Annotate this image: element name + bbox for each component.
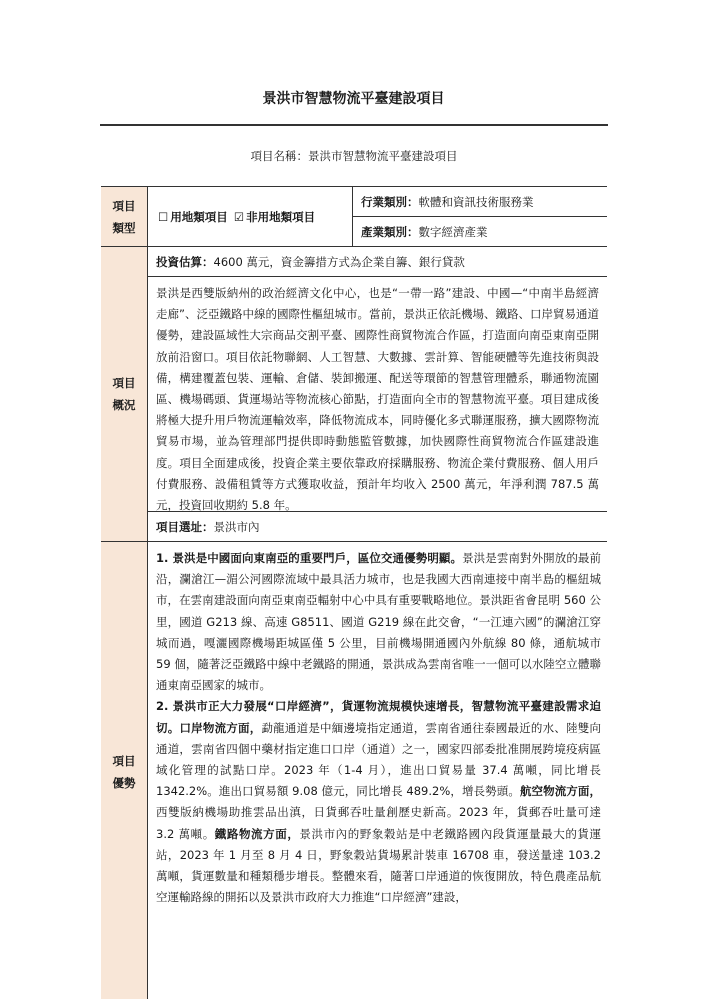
advantages-content xyxy=(148,542,607,999)
land-use-options xyxy=(148,187,353,247)
investment-value: 4600 萬元，資金籌措方式為企業自籌、銀行貸款 xyxy=(213,254,465,269)
advantage-paragraph-1 xyxy=(156,548,601,696)
land-use-label: 用地類項目 xyxy=(170,209,228,224)
project-type-label: 項目類型 xyxy=(112,198,136,235)
port-logistics-heading: 口岸物流方面， xyxy=(179,720,262,735)
project-name-row xyxy=(101,125,607,187)
project-name-text: 項目名稱：景洪市智慧物流平臺建設項目 xyxy=(250,149,458,163)
sector-value: 數字經濟產業 xyxy=(418,224,488,239)
project-type-label-cell xyxy=(101,187,148,247)
land-use-checkbox[interactable]: ☐ xyxy=(158,209,169,224)
air-logistics-text: 西雙版納機場助推雲品出滇，日貨郵吞吐量創歷史新高。2023 年，貨郵吞吐量可達 3.2 萬噸。 xyxy=(156,805,601,841)
rail-logistics-heading: 鐵路物流方面， xyxy=(214,826,300,841)
advantage-1-heading: 1. 景洪是中國面向東南亞的重要門戶，區位交通優勢明顯。 xyxy=(156,551,463,565)
port-logistics-text: 勐龍通道是中緬邊境指定通道，雲南省通往泰國最近的水、陸雙向通道，雲南省四個中藥材指定進口口岸（通道）之一，國家四部委批准開展跨境疫病區域化管理的試點口岸。2023 年（1-4 月），進出口貿易量 37.4 萬噸，同比增長 1342.2%。進出口貿易額 9.08 億元，同比增長 489.2%，增長勢頭。 xyxy=(156,720,602,799)
advantages-label-cell xyxy=(101,542,148,999)
document-title: 景洪市智慧物流平臺建設項目 xyxy=(262,91,445,107)
industry-label: 行業類別： xyxy=(361,194,419,209)
advantage-1-text: 景洪是雲南對外開放的最前沿，瀾滄江—湄公河國際流域中最具活力城市，也是我國大西南連接中南半島的樞紐城市，在雲南建設面向南亞東南亞輻射中心中具有重要戰略地位。景洪距省會昆明 560 公里，國道 G213 線、高速 G8511、國道 G219 線在此交會，“一江連六國”的瀾滄江穿城而過，嘎灑國際機場距城區僅 5 公里，目前機場開通國內外航線 80 條，通航城市 59 個，隨著泛亞鐵路中線中老鐵路的開通，景洪成為雲南省唯一一個可以水陸空立體聯通東南亞國家的城市。 xyxy=(156,551,602,693)
air-logistics-heading: 航空物流方面， xyxy=(519,784,601,799)
address-value: 景洪市內 xyxy=(213,519,260,534)
advantage-paragraph-2 xyxy=(156,696,601,908)
non-land-use-label: 非用地類項目 xyxy=(246,209,316,224)
non-land-use-checkbox[interactable]: ☑ xyxy=(233,209,245,224)
industry-category xyxy=(353,187,607,217)
address-label: 項目選址： xyxy=(156,519,214,534)
advantage-2-heading: 2. 景洪市正大力發展“口岸經濟”，貨運物流規模快速增長，智慧物流平臺建設需求迫切。 xyxy=(156,699,601,735)
overview-description: 景洪是西雙版納州的政治經濟文化中心，也是“一帶一路”建設、中國—“中南半島經濟走廊”、泛亞鐵路中線的國際性樞紐城市。當前，景洪正依託機場、鐵路、口岸貿易通道優勢，建設區域性大宗商品交割平臺、國際性商貿物流合作區，打造面向南亞東南亞開放前沿窗口。項目依託物聯網、人工智慧、大數據、雲計算、智能硬體等先進技術與設備，構建覆蓋包裝、運輸、倉儲、裝卸搬運、配送等環節的智慧管理體系，聯通物流園區、機場碼頭、貨運場站等物流核心節點，打造面向全市的智慧物流平臺。項目建成後將極大提升用戶物流運輸效率，降低物流成本，同時優化多式聯運服務，擴大國際物流貿易市場，並為管理部門提供即時動態監管數據，加快國際性商貿物流合作區建設進度。項目全面建成後，投資企業主要依靠政府採購服務、物流企業付費服務、個人用戶付費服務、設備租賃等方式獲取收益，預計年均收入 2500 萬元，年淨利潤 787.5 萬元，投資回收期約 5.8 年。 xyxy=(148,277,607,512)
overview-label-cell xyxy=(101,247,148,542)
industry-value: 軟體和資訊技術服務業 xyxy=(418,194,534,209)
advantages-label: 項目優勢 xyxy=(112,754,136,790)
project-address xyxy=(148,512,607,542)
project-table xyxy=(100,124,608,905)
overview-label: 項目概況 xyxy=(112,376,136,412)
sector-category xyxy=(353,217,607,247)
sector-label: 產業類別： xyxy=(361,224,419,239)
rail-logistics-text: 景洪市內的野象穀站是中老鐵路國內段貨運量最大的貨運站，2023 年 1 月至 8 月 4 日，野象穀站貨場累計裝車 16708 車，發送量達 103.2 萬噸，貨運數量和種類穩步增長。整體來看，隨著口岸通道的恢復開放，特色農產品航空運輸路線的開拓以及景洪市政府大力推進“口岸經濟”建設， xyxy=(156,826,601,905)
investment-estimate xyxy=(148,247,607,277)
investment-label: 投資估算： xyxy=(156,254,214,269)
